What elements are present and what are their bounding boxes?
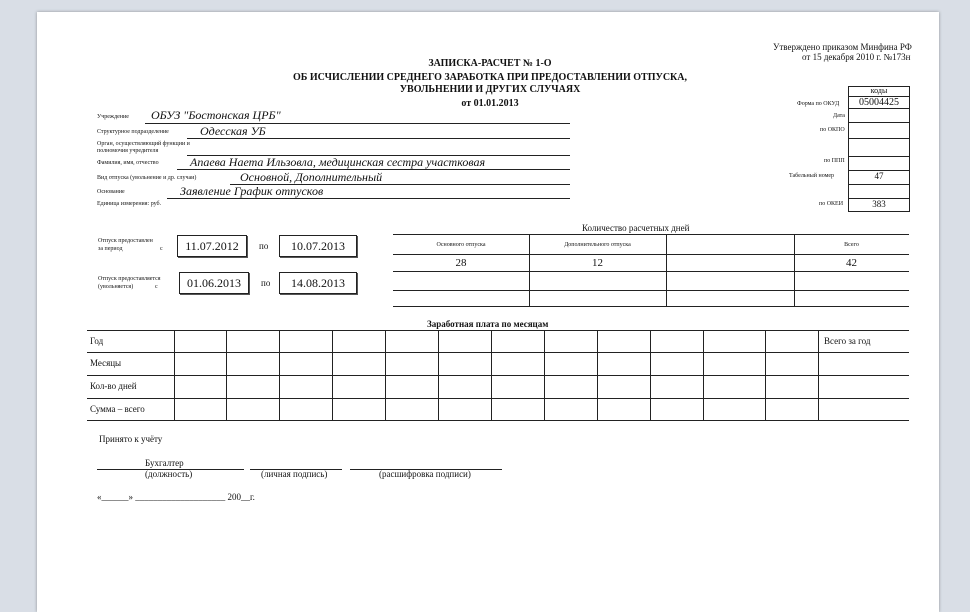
days-val-total: 42 [846,257,857,269]
unit-label: Единица измерения: руб. [97,201,162,207]
basis-value: Заявление График отпусков [180,184,324,198]
period1-label-1: Отпуск предоставлен [98,238,153,244]
type-label: Вид отпуска (увольнение и др. случаи) [97,175,197,181]
division-label: Структурное подразделение [97,129,169,135]
division-value: Одесская УБ [200,124,266,138]
period2-label-1: Отпуск предоставляется [98,276,161,282]
days-col-extra: Дополнительного отпуска [564,242,631,248]
title-line-2: ОБ ИСЧИСЛЕНИИ СРЕДНЕГО ЗАРАБОТКА ПРИ ПРЕДОСТАВЛЕНИИ ОТПУСКА, [292,72,688,83]
salary-row-months: Месяцы [90,358,122,368]
name-value: Апаева Наета Ильзовла, медицинская сестра участковая [190,155,486,169]
date-label: Дата [833,113,845,119]
days-val-main: 28 [455,257,467,269]
position-value: Бухгалтер [145,458,184,468]
title-line-3: УВОЛЬНЕНИИ И ДРУГИХ СЛУЧАЯХ [399,84,581,95]
organ-label-1: Орган, осуществляющий функции и [97,141,190,147]
okpo-label: по ОКПО [820,127,845,133]
period1-to-label: по [259,241,269,251]
title-line-1: ЗАПИСКА-РАСЧЕТ № 1-О [428,58,552,69]
period2-to-label: по [261,278,271,288]
organ-label-2: полномочия учредителя [97,148,159,154]
document-page [37,12,939,612]
institution-label: Учреждение [97,114,129,120]
ppp-label: по ППП [824,158,845,164]
period2-to-box: 14.08.2013 [279,272,357,294]
period2-label-2: (увольняется) [98,284,134,290]
period2-from-label: с [155,284,158,290]
okei-label: по ОКЕИ [819,201,844,207]
position-caption: (должность) [145,469,193,479]
type-value: Основной, Дополнительный [240,170,383,184]
days-val-extra: 12 [592,257,603,269]
salary-row-year: Год [90,336,104,346]
decoding-caption: (расшифровка подписи) [379,469,471,479]
date-line: «______» ____________________ 200__г. [97,492,255,502]
salary-title: Заработная плата по месяцам [427,319,549,329]
salary-row-days: Кол-во дней [90,381,137,391]
period2-from-box: 01.06.2013 [179,272,249,294]
codes-header: коды [870,86,888,95]
basis-label: Основание [97,189,125,195]
okud-label: Форма по ОКУД [797,101,840,107]
approval-line-1: Утверждено приказом Минфина РФ [773,42,912,52]
salary-row-sum: Сумма – всего [90,404,145,414]
tab-value: 47 [874,171,884,181]
okud-value: 05004425 [859,97,899,108]
okei-value: 383 [872,199,886,209]
days-col-main: Основного отпуска [436,242,486,248]
period1-from-label: с [160,246,163,252]
approval-line-2: от 15 декабря 2010 г. №173н [802,52,911,62]
days-col-total: Всего [844,242,859,248]
period1-label-2: за период [98,246,123,252]
period1-to-box: 10.07.2013 [279,235,357,257]
tab-label: Табельный номер [789,173,835,179]
days-title: Количество расчетных дней [582,223,690,233]
title-date: от 01.01.2013 [461,98,519,109]
accepted-label: Принято к учёту [99,434,163,444]
institution-value: ОБУЗ "Бостонская ЦРБ" [151,108,281,122]
signature-caption: (личная подпись) [261,469,328,479]
salary-total-label: Всего за год [824,336,871,346]
name-label: Фамилия, имя, отчество [97,160,159,166]
period1-from-box: 11.07.2012 [177,235,247,257]
